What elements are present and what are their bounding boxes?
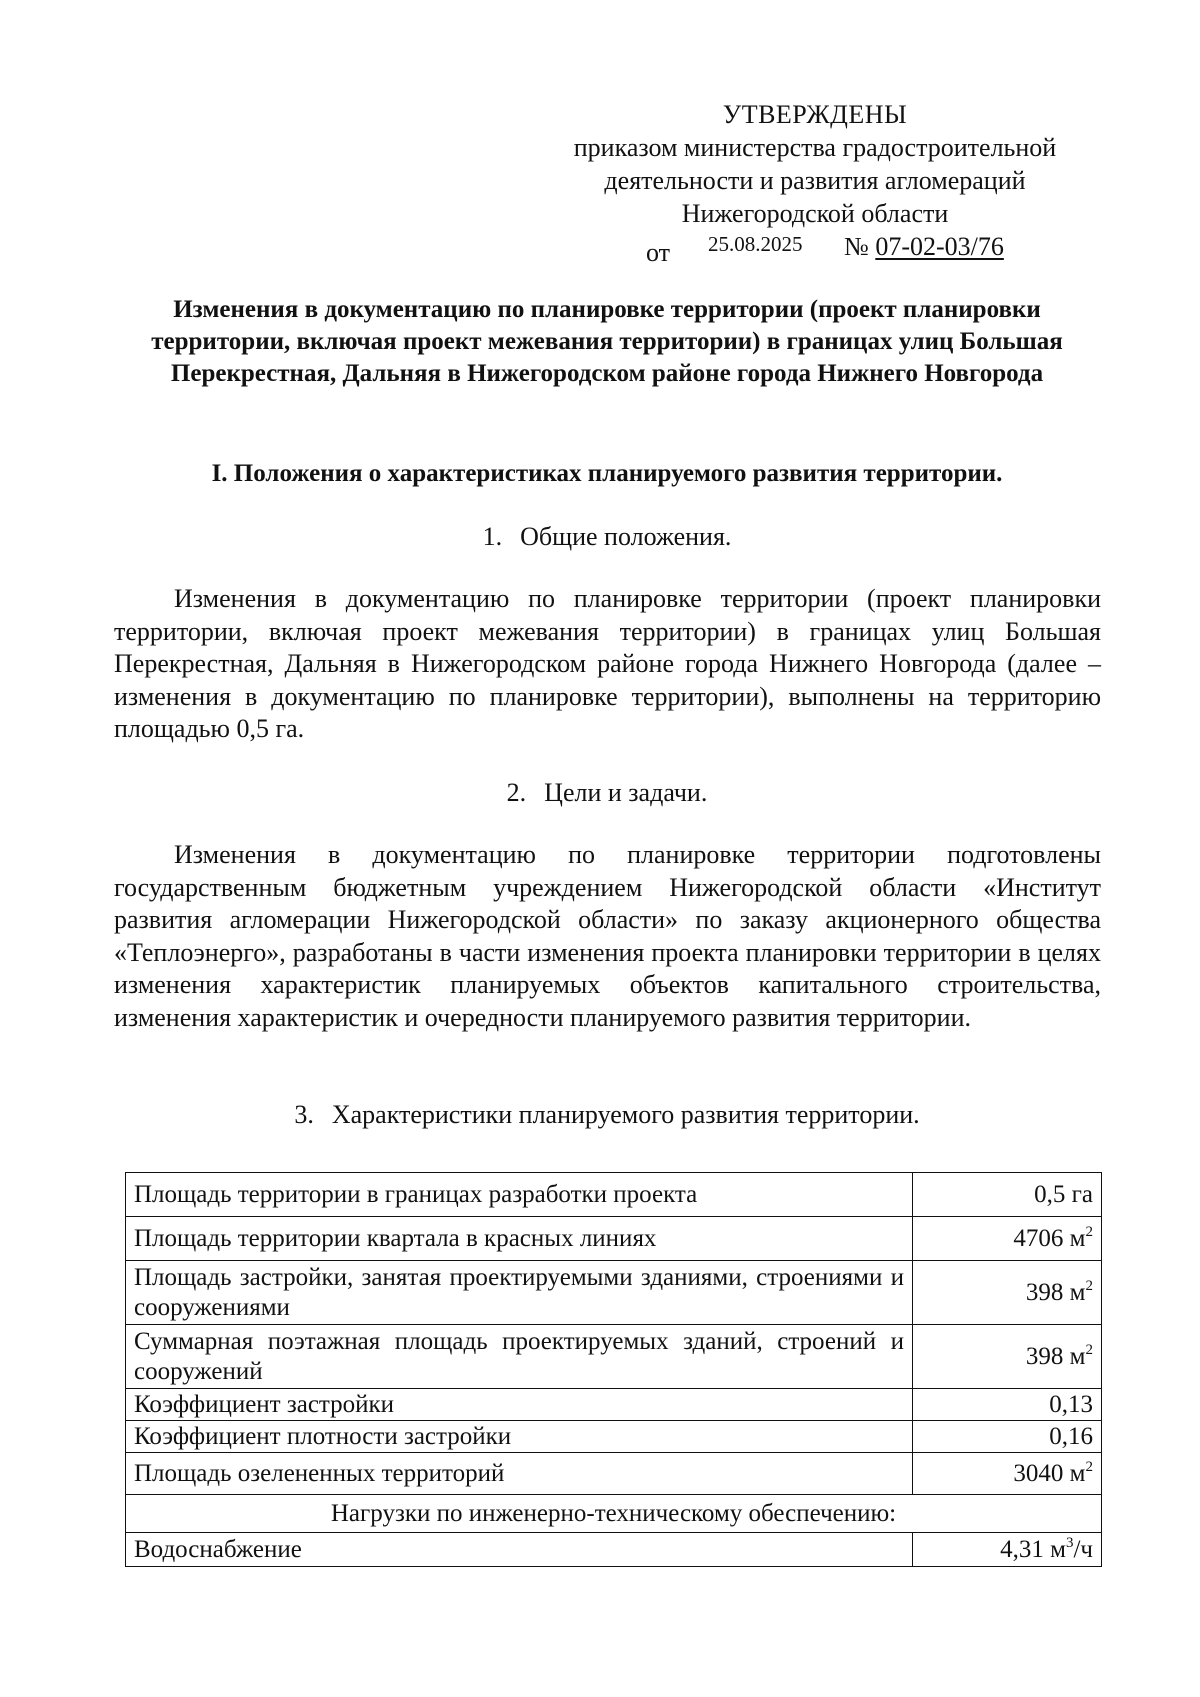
row-label: Площадь застройки, занятая проектируемыми зданиями, строениями и сооружениями (126, 1261, 913, 1325)
subsection-number: 3. (294, 1100, 314, 1129)
row-label: Коэффициент плотности застройки (126, 1421, 913, 1453)
row-value: 0,16 (913, 1421, 1102, 1453)
row-value: 398 $м^2$ (913, 1261, 1102, 1325)
table-row (126, 1261, 1102, 1325)
row-value: 0,5 га (913, 1173, 1102, 1217)
row-label: Суммарная поэтажная площадь проектируемых зданий, строений и сооружений (126, 1325, 913, 1389)
paragraph-goals: Изменения в документацию по планировке территории подготовлены государственным бюджетным учреждением Нижегородской области «Институт развития агломерации Нижегородской области» по заказу акционерного общества «Теплоэнерго», разработаны в части изменения проекта планировки территории в целях изменения характеристик планируемых объектов капитального строительства, изменения характеристик и очередности планируемого развития территории. (114, 840, 1101, 1032)
order-number (844, 232, 1004, 262)
approval-stamp (520, 98, 1110, 230)
paragraph-general: Изменения в документацию по планировке территории (проект планировки территории, включая проект межевания территории) в границах улиц Большая Перекрестная, Дальняя в Нижегородском районе города Нижнего Новгорода (далее – изменения в документацию по планировке территории), выполнены на территорию площадью 0,5 га. (114, 584, 1101, 743)
subsection-heading-1 (112, 522, 1102, 552)
subsection-heading-3 (112, 1100, 1102, 1130)
row-value: 4,31 $м^3/ч$ (913, 1533, 1102, 1567)
row-label: Коэффициент застройки (126, 1389, 913, 1421)
subsection-title: Общие положения. (520, 522, 732, 551)
order-number-value: 07-02-03/76 (875, 232, 1004, 261)
approval-line-3: Нижегородской области (681, 199, 949, 228)
order-from-label: от (646, 238, 671, 267)
table-row (126, 1421, 1102, 1453)
row-value: 3040 $м^2$ (913, 1453, 1102, 1495)
approval-title: УТВЕРЖДЕНЫ (722, 100, 908, 129)
table-row (126, 1217, 1102, 1261)
order-reference (646, 232, 1146, 272)
row-label: Площадь территории квартала в красных линиях (126, 1217, 913, 1261)
number-sign: № (844, 232, 869, 261)
table-row (126, 1173, 1102, 1217)
engineering-loads-header: Нагрузки по инженерно-техническому обеспечению: (126, 1495, 1102, 1533)
approval-line-2: деятельности и развития агломераций (604, 166, 1026, 195)
table-row (126, 1533, 1102, 1567)
table-row (126, 1453, 1102, 1495)
row-label: Площадь территории в границах разработки проекта (126, 1173, 913, 1217)
row-label: Площадь озелененных территорий (126, 1453, 913, 1495)
table-row (126, 1325, 1102, 1389)
row-value: 0,13 (913, 1389, 1102, 1421)
characteristics-table (125, 1172, 1102, 1567)
approval-line-1: приказом министерства градостроительной (573, 133, 1057, 162)
document-title: Изменения в документацию по планировке территории (проект планировки территории, включая проект межевания территории) в границах улиц Большая Перекрестная, Дальняя в Нижегородском районе города Нижнего Новгорода (151, 296, 1063, 387)
table-subheader-row (126, 1495, 1102, 1533)
subsection-heading-2 (112, 778, 1102, 808)
subsection-number: 1. (482, 522, 503, 551)
row-value: 398 $м^2$ (913, 1325, 1102, 1389)
table-row (126, 1389, 1102, 1421)
subsection-title: Цели и задачи. (544, 778, 708, 807)
subsection-number: 2. (506, 778, 527, 807)
row-value: 4706 $м^2$ (913, 1217, 1102, 1261)
order-date: 25.08.2025 (708, 232, 803, 256)
row-label: Водоснабжение (126, 1533, 913, 1567)
section-title: I. Положения о характеристиках планируемого развития территории. (211, 460, 1003, 487)
subsection-title: Характеристики планируемого развития территории. (331, 1100, 920, 1129)
